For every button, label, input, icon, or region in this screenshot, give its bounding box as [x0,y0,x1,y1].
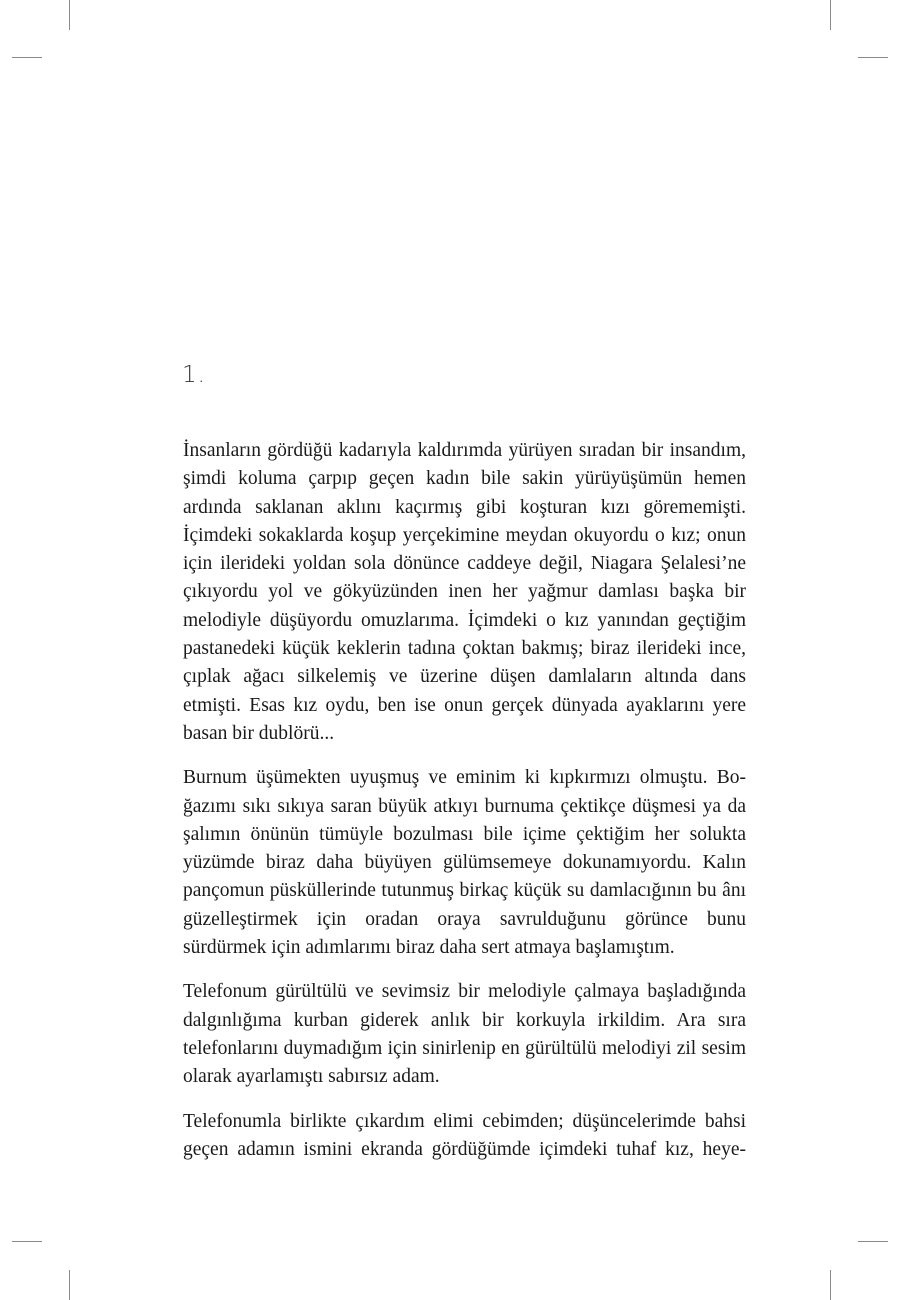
paragraph: İnsanların gördüğü kadarıyla kaldırımda yürüyen sıradan bir insandım, şimdi koluma çarpıp geçen kadın bile sakin yürüyüşümün hemen ardında saklanan aklını kaçırmış gibi koşturan kızı görememişti. İçimdeki sokaklarda koşup yerçekimine meydan okuyordu o kız; onun için ilerideki yoldan sola dönünce caddeye değil, Niagara Şelalesi’ne çıkıyordu yol ve gökyüzünden inen her yağmur damlası başka bir melodiyle düşüyordu omuzlarıma. İçimdeki o kız yanından geçtiğim pastanedeki küçük keklerin tadına çoktan bakmış; biraz ilerideki ince, çıplak ağacı silkelemiş ve üzerine düşen damlaların altında dans etmişti. Esas kız oydu, ben ise onun gerçek dünyada ayaklarını yere basan bir dublörü... [183,440,746,744]
body-text [183,437,746,1164]
crop-mark-bottom-right-vertical [830,1270,831,1300]
crop-mark-bottom-right-horizontal [858,1241,888,1242]
crop-mark-bottom-left-vertical [69,1270,70,1300]
crop-mark-top-right-vertical [830,0,831,30]
crop-mark-bottom-left-horizontal [12,1241,42,1242]
paragraph: Telefonum gürültülü ve sevimsiz bir melodiyle çalmaya başladığında dalgınlığıma kurban giderek anlık bir korkuyla irkildim. Ara sıra telefonlarını duymadığım için sinirlenip en gürültülü melodiyi zil sesim olarak ayarlamıştı sabırsız adam. [183,981,746,1088]
crop-mark-top-left-vertical [69,0,70,30]
crop-mark-top-right-horizontal [858,57,888,58]
paragraph: Telefonumla birlikte çıkardım elimi cebimden; düşüncelerimde bahsi geçen adamın ismini ekranda gördüğümde içimdeki tuhaf kız, heye- [183,1110,746,1160]
paragraph: Burnum üşümekten uyuşmuş ve eminim ki kıpkırmızı olmuştu. Boğazımı sıkı sıkıya saran büyük atkıyı burnuma çektikçe düşmesi ya da şalımın önünün tümüyle bozulması bile içime çektiğim her solukta yüzümde biraz daha büyüyen gülümsemeye dokunamıyordu. Kalın pançomun püsküllerinde tutunmuş birkaç küçük su damlacığının bu ânı güzelleştirmek için oradan oraya savrulduğunu görünce bunu sürdürmek için adımlarımı biraz daha sert atmaya başlamıştım. [183,767,746,959]
chapter-number: 1. [182,362,206,388]
crop-mark-top-left-horizontal [12,57,42,58]
